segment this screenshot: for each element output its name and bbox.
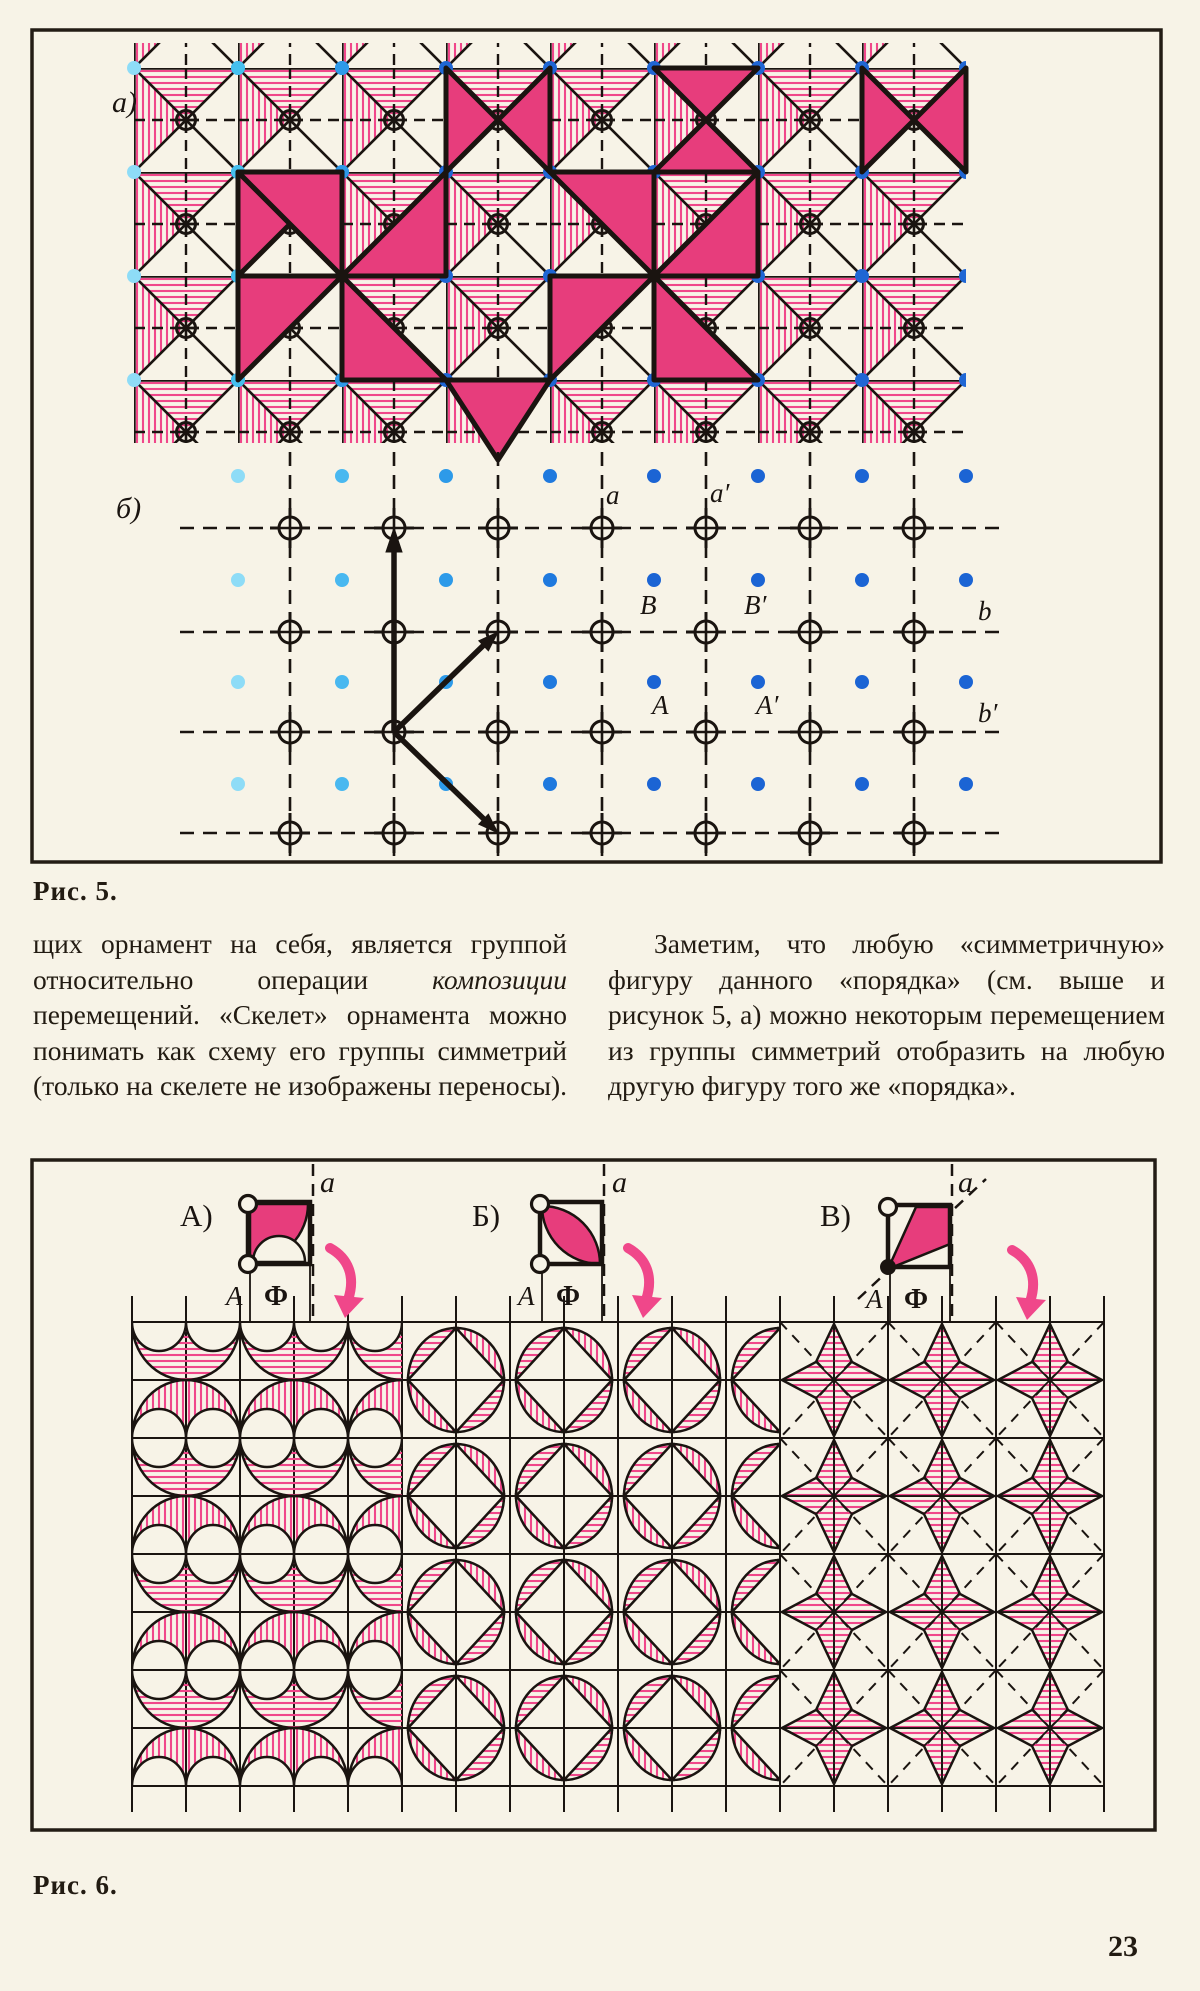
axis-a-label: a xyxy=(320,1166,335,1199)
point-A-prime-label: A′ xyxy=(756,690,779,720)
axis-a-label: a xyxy=(606,480,620,510)
point-A-label: A xyxy=(652,690,669,720)
ornament-A xyxy=(132,1322,402,1786)
vertex-A-label: A xyxy=(518,1281,535,1311)
rotation-center-icon xyxy=(240,1196,257,1213)
figure-5 xyxy=(30,28,1163,864)
axis-a-prime-label: a′ xyxy=(710,478,730,508)
panel-V-label: В) xyxy=(820,1198,851,1233)
panel-B-label: Б) xyxy=(472,1198,501,1233)
vertex-A-label: A xyxy=(866,1284,883,1314)
motif-F-label: Ф xyxy=(904,1284,929,1315)
page-number: 23 xyxy=(1108,1930,1138,1963)
motif-F-label: Ф xyxy=(556,1281,581,1312)
axis-a-label: a xyxy=(958,1166,973,1199)
figure-6-caption: Рис. 6. xyxy=(33,1870,118,1900)
ornament-V xyxy=(780,1322,1104,1786)
pinwheel-motif xyxy=(238,172,446,380)
rotation-center-icon xyxy=(880,1259,896,1275)
text-run: перемещений. «Скелет» орнамента можно понимать как схему его группы симметрий (только на скелете не изображены переносы). xyxy=(33,999,567,1101)
vertex-A-label: A xyxy=(226,1281,243,1311)
ornament-B xyxy=(402,1322,780,1786)
point-B-label: B xyxy=(640,590,657,620)
panel-A-label: А) xyxy=(180,1198,213,1233)
text-run-italic: композиции xyxy=(432,963,567,995)
point-B-prime-label: B′ xyxy=(744,590,767,620)
rotation-center-icon xyxy=(532,1196,549,1213)
paragraph-right-column: Заметим, что любую «симметричную» фигуру данного «порядка» (см. выше и рисунок 5, а) можно некоторым перемещением из группы симметрий отобразить на любую другую фигуру того же «порядка». xyxy=(608,928,1165,1101)
rotation-center-icon xyxy=(240,1256,257,1273)
part-a-label: а) xyxy=(112,86,137,119)
paragraph-left-column xyxy=(33,926,567,1104)
rotation-center-icon xyxy=(880,1199,897,1216)
figure-5a-ornament xyxy=(112,43,966,460)
pinwheel-motif xyxy=(550,172,758,380)
text-run: щих орнамент на себя, является группой относительно операции xyxy=(33,928,567,995)
figure-6 xyxy=(30,1158,1157,1834)
part-b-label: б) xyxy=(116,492,142,525)
rotation-center-icon xyxy=(532,1256,549,1273)
axis-a-label: a xyxy=(612,1166,627,1199)
axis-b-prime-label: b′ xyxy=(978,698,998,728)
figure-5-caption: Рис. 5. xyxy=(33,876,118,906)
motif-F-label: Ф xyxy=(264,1281,289,1312)
axis-b-label: b xyxy=(978,596,992,626)
